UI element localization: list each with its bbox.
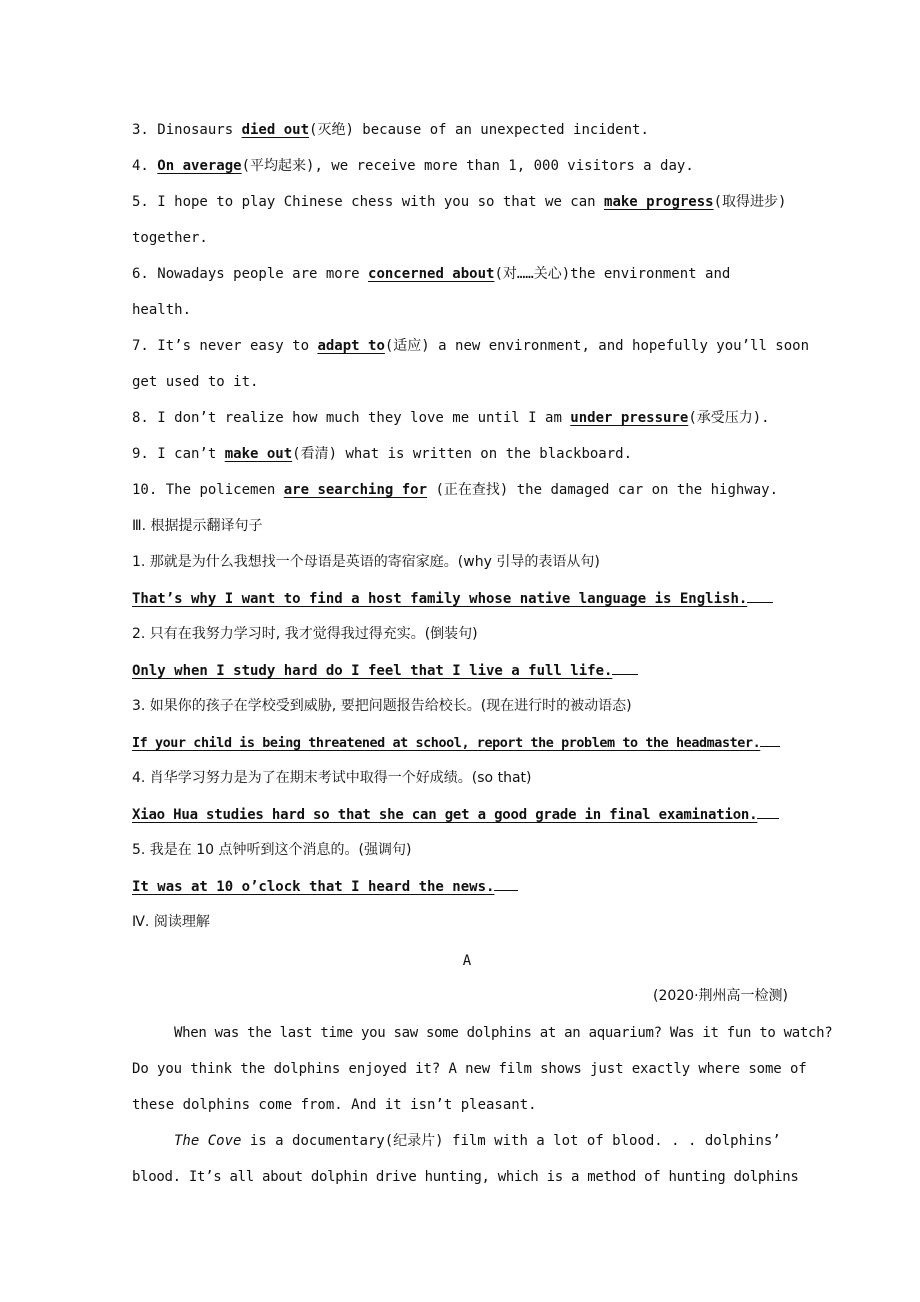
answer-blank: On average bbox=[157, 158, 242, 174]
vocab-item-7-cont: get used to it. bbox=[132, 374, 259, 390]
translation-answer-4: Xiao Hua studies hard so that she can get a good grade in final examination. bbox=[132, 804, 802, 825]
answer-blank: under pressure bbox=[570, 410, 689, 426]
vocab-item-5-cont: together. bbox=[132, 230, 208, 246]
translation-prompt-3: 3. 如果你的孩子在学校受到威胁, 要把问题报告给校长。(现在进行时的被动语态) bbox=[132, 698, 632, 714]
answer-blank: died out bbox=[241, 122, 310, 138]
vocab-item-5: 5. I hope to play Chinese chess with you so that we can make progress(取得进步) bbox=[132, 194, 787, 210]
vocab-item-8: 8. I don’t realize how much they love me until I am under pressure(承受压力). bbox=[132, 410, 770, 426]
answer-blank: make progress bbox=[604, 194, 714, 210]
vocab-item-3: 3. Dinosaurs died out(灭绝) because of an unexpected incident. bbox=[132, 122, 649, 138]
translation-answer-2: Only when I study hard do I feel that I live a full life. bbox=[132, 660, 802, 681]
paragraph-1-line-3: these dolphins come from. And it isn’t pleasant. bbox=[132, 1097, 537, 1113]
translation-prompt-2: 2. 只有在我努力学习时, 我才觉得我过得充实。(倒装句) bbox=[132, 626, 478, 642]
film-title: The Cove bbox=[174, 1133, 242, 1149]
section-3-heading: Ⅲ. 根据提示翻译句子 bbox=[132, 518, 263, 534]
passage-source: (2020·荆州高一检测) bbox=[652, 988, 788, 1004]
vocab-item-6-cont: health. bbox=[132, 302, 192, 318]
paragraph-1-line-2: Do you think the dolphins enjoyed it? A new film shows just exactly where some of bbox=[132, 1061, 807, 1077]
vocab-item-6: 6. Nowadays people are more concerned about(对……关心)the environment and bbox=[132, 266, 731, 282]
passage-label: A bbox=[462, 953, 472, 969]
translation-prompt-4: 4. 肖华学习努力是为了在期末考试中取得一个好成绩。(so that) bbox=[132, 770, 532, 786]
answer-blank: adapt to bbox=[317, 338, 385, 354]
paragraph-1-line-1: When was the last time you saw some dolphins at an aquarium? Was it fun to watch? bbox=[174, 1025, 833, 1041]
translation-prompt-5: 5. 我是在 10 点钟听到这个消息的。(强调句) bbox=[132, 842, 412, 858]
vocab-item-7: 7. It’s never easy to adapt to(适应) a new environment, and hopefully you’ll soon bbox=[132, 338, 810, 354]
answer-blank: concerned about bbox=[368, 266, 495, 282]
vocab-item-9: 9. I can’t make out(看清) what is written on the blackboard. bbox=[132, 446, 633, 462]
answer-blank: are searching for bbox=[283, 482, 428, 498]
vocab-item-4: 4. On average(平均起来), we receive more than 1, 000 visitors a day. bbox=[132, 158, 694, 174]
vocab-item-10: 10. The policemen are searching for (正在查找) the damaged car on the highway. bbox=[132, 482, 779, 498]
answer-blank: make out bbox=[224, 446, 293, 462]
section-4-heading: Ⅳ. 阅读理解 bbox=[132, 914, 210, 930]
paragraph-2-line-2: blood. It’s all about dolphin drive hunting, which is a method of hunting dolphins bbox=[132, 1169, 799, 1185]
translation-answer-5: It was at 10 o’clock that I heard the news. bbox=[132, 876, 802, 897]
translation-prompt-1: 1. 那就是为什么我想找一个母语是英语的寄宿家庭。(why 引导的表语从句) bbox=[132, 554, 600, 570]
translation-answer-3: If your child is being threatened at school, report the problem to the headmaster. bbox=[132, 732, 802, 754]
translation-answer-1: That’s why I want to find a host family whose native language is English. bbox=[132, 588, 802, 609]
paragraph-2-line-1: The Cove is a documentary(纪录片) film with a lot of blood. . . dolphins’ bbox=[174, 1133, 781, 1149]
